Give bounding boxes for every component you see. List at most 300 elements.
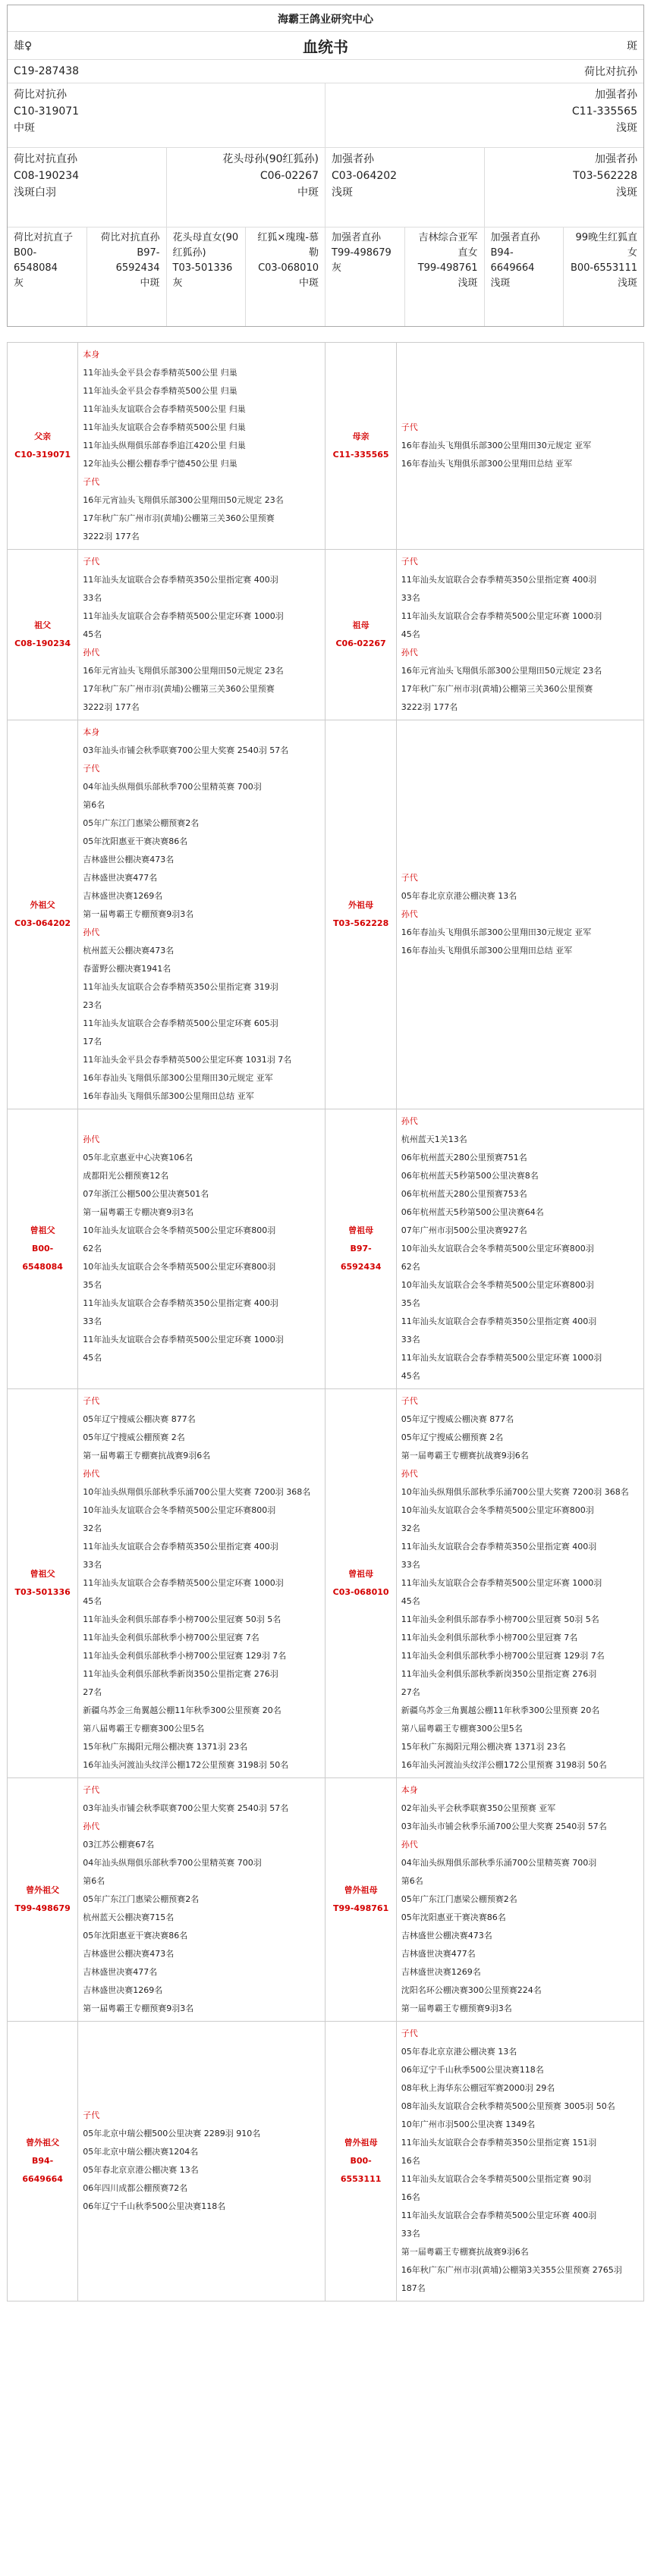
subject-strain: 荷比对抗孙 <box>584 66 637 78</box>
record-line: 3222羽 177名 <box>401 702 458 712</box>
record-line: 吉林盛世决赛477名 <box>83 1967 158 1977</box>
record-line: 06年辽宁千山秋季500公里决赛118名 <box>401 2065 544 2075</box>
ancestor-role: 祖父 <box>34 620 52 630</box>
ancestor-role: 母亲 <box>352 431 370 441</box>
record-line: 16年春汕头飞翔俱乐部300公里翔田30元规定 亚军 <box>401 927 592 937</box>
record-line: 第一届粤霸王专棚预赛9羽3名 <box>83 909 194 919</box>
gen3-strain: 红狐×瑰瑰-慕勒 <box>257 232 319 259</box>
record-line: 吉林盛世决赛477名 <box>401 1949 476 1959</box>
ancestor-id <box>326 1109 396 1389</box>
sire-color: 中斑 <box>14 122 35 134</box>
record-line: 11年汕头金平县会春季精英500公里定环赛 1031羽 7名 <box>83 1055 292 1065</box>
record-line: 05年辽宁搜威公棚决赛 877名 <box>83 1414 196 1424</box>
ancestor-id <box>8 1389 78 1778</box>
record-line: 10年汕头友谊联合会冬季精英500公里定环赛800羽 <box>83 1225 276 1235</box>
record-line: 吉林盛世公棚决赛473名 <box>401 1931 492 1941</box>
gen3-ring: T03-501336 <box>172 262 233 274</box>
record-line: 11年汕头金利俱乐部秋季小榜700公里冠赛 7名 <box>401 1633 578 1643</box>
record-line: 杭州蓝天公棚决赛715名 <box>83 1912 175 1922</box>
gen2-color: 中斑 <box>297 187 319 199</box>
record-line: 23名 <box>83 1000 102 1010</box>
ancestor-id <box>326 343 396 550</box>
record-section-heading: 本身 <box>83 727 100 737</box>
gen3-strain: 花头母直女(90红狐孙) <box>172 232 239 259</box>
dam-ring: C11-335565 <box>571 105 637 118</box>
gen3-strain: 荷比对抗直孙 <box>100 232 160 243</box>
record-line: 11年汕头金平县会春季精英500公里 归巢 <box>83 386 237 396</box>
ancestor-record <box>78 2022 326 2301</box>
ancestor-row <box>8 343 644 550</box>
record-line: 03江苏公棚赛67名 <box>83 1840 155 1850</box>
record-section-heading: 本身 <box>83 350 100 359</box>
ancestor-role: 外祖母 <box>348 900 374 910</box>
ancestor-record <box>396 1389 643 1778</box>
ancestor-ring: T03-501336 <box>14 1587 71 1597</box>
record-line: 吉林盛世决赛477名 <box>83 873 158 883</box>
gen3-card <box>405 227 485 326</box>
record-line: 第一届粤霸王专棚赛抗战赛9羽6名 <box>83 1451 211 1461</box>
record-line: 05年春北京京港公棚决赛 13名 <box>83 2165 199 2175</box>
record-line: 33名 <box>401 1560 420 1570</box>
record-line: 11年汕头友谊联合会冬季精英500公里指定赛 90羽 <box>401 2174 592 2184</box>
record-line: 33名 <box>401 1335 420 1344</box>
ancestor-record <box>78 343 326 550</box>
title-row <box>8 32 643 60</box>
record-line: 10年汕头友谊联合会冬季精英500公里定环赛800羽 <box>401 1505 594 1515</box>
record-line: 07年广州市羽500公里决赛927名 <box>401 1225 527 1235</box>
record-line: 吉林盛世决赛1269名 <box>83 891 163 901</box>
record-line: 11年汕头友谊联合会春季精英500公里定环赛 400羽 <box>401 2210 597 2220</box>
gen2-strain: 荷比对抗直孙 <box>14 153 77 165</box>
dam-strain: 加强者孙 <box>595 89 637 101</box>
record-line: 11年汕头友谊联合会春季精英500公里定环赛 605羽 <box>83 1018 278 1028</box>
record-line: 05年广东江门惠梁公棚预赛2名 <box>83 818 200 828</box>
record-line: 16名 <box>401 2192 420 2202</box>
record-line: 05年沈阳惠亚干赛决赛86名 <box>83 1931 188 1941</box>
gen3-color: 灰 <box>332 262 342 274</box>
gen3-ring: B94-6649664 <box>490 247 535 274</box>
record-line: 11年汕头友谊联合会春季精英500公里定环赛 1000羽 <box>401 1353 602 1363</box>
record-section-heading: 子代 <box>401 422 418 432</box>
record-line: 33名 <box>401 593 420 603</box>
record-line: 06年杭州蓝天280公里预赛751名 <box>401 1153 527 1162</box>
gen3-ring: B97-6592434 <box>115 247 160 274</box>
gen3-strain: 加强者直孙 <box>490 232 540 243</box>
record-section-heading: 孙代 <box>83 1469 100 1479</box>
record-line: 新疆乌苏金三角翼越公棚11年秋季300公里预赛 20名 <box>83 1705 281 1715</box>
record-line: 05年辽宁搜威公棚预赛 2名 <box>83 1432 185 1442</box>
ancestor-id <box>326 550 396 720</box>
record-line: 16年春汕头飞翔俱乐部300公里翔田总结 亚军 <box>401 946 573 955</box>
record-line: 33名 <box>83 593 102 603</box>
record-line: 杭州蓝天1关13名 <box>401 1134 467 1144</box>
record-line: 17名 <box>83 1037 102 1046</box>
ancestor-ring: T99-498761 <box>332 1903 389 1913</box>
ancestor-ring: C03-068010 <box>332 1587 389 1597</box>
record-section-heading: 子代 <box>83 557 100 566</box>
record-line: 08年秋上海华东公棚冠军赛2000羽 29名 <box>401 2083 555 2093</box>
record-line: 16年春汕头飞翔俱乐部300公里翔田30元规定 亚军 <box>83 1073 273 1083</box>
record-line: 成都阳光公棚预赛12名 <box>83 1171 169 1181</box>
ancestor-role: 曾外祖母 <box>344 1885 378 1895</box>
ancestor-role: 外祖父 <box>30 900 55 910</box>
record-line: 05年辽宁搜威公棚决赛 877名 <box>401 1414 514 1424</box>
record-line: 16年春汕头飞翔俱乐部300公里翔田30元规定 亚军 <box>401 441 592 450</box>
record-section-heading: 孙代 <box>83 1821 100 1831</box>
gen3-strain: 荷比对抗直子 <box>14 232 74 243</box>
record-line: 16年春汕头飞翔俱乐部300公里翔田总结 亚军 <box>83 1091 254 1101</box>
record-line: 第6名 <box>401 1876 423 1886</box>
gen3-ring: B00-6548084 <box>14 247 58 274</box>
record-line: 27名 <box>83 1687 102 1697</box>
record-line: 11年汕头金利俱乐部春季小榜700公里冠赛 50羽 5名 <box>401 1614 599 1624</box>
record-section-heading: 子代 <box>83 1785 100 1795</box>
record-line: 3222羽 177名 <box>83 532 140 541</box>
ancestor-id <box>326 2022 396 2301</box>
record-line: 45名 <box>401 1596 420 1606</box>
record-line: 第一届粤霸王专棚决赛9羽3名 <box>83 1207 194 1217</box>
record-line: 第一届粤霸王专棚预赛9羽3名 <box>83 2003 194 2013</box>
record-line: 3222羽 177名 <box>83 702 140 712</box>
record-line: 春蕾野公棚决赛1941名 <box>83 964 171 974</box>
record-section-heading: 子代 <box>401 873 418 883</box>
gen2-card <box>8 148 167 227</box>
record-line: 27名 <box>401 1687 420 1697</box>
gen3-card <box>326 227 405 326</box>
record-line: 11年汕头友谊联合会春季精英350公里指定赛 151羽 <box>401 2138 597 2148</box>
generation-3 <box>8 227 643 326</box>
record-line: 16年元宵汕头飞翔俱乐部300公里翔田50元规定 23名 <box>83 495 284 505</box>
gen3-color: 灰 <box>14 278 24 289</box>
record-line: 02年汕头平会秋季联赛350公里预赛 亚军 <box>401 1803 556 1813</box>
record-line: 吉林盛世决赛1269名 <box>401 1967 481 1977</box>
record-line: 62名 <box>83 1244 102 1253</box>
record-line: 16年元宵汕头飞翔俱乐部300公里翔田50元规定 23名 <box>83 666 284 676</box>
gen2-ring: C08-190234 <box>14 170 80 182</box>
record-line: 07年浙江公棚500公里决赛501名 <box>83 1189 209 1199</box>
gen3-color: 浅斑 <box>617 278 637 289</box>
gen2-strain: 加强者孙 <box>595 153 637 165</box>
record-line: 35名 <box>83 1280 102 1290</box>
gen3-ring: T99-498761 <box>417 262 478 274</box>
ancestor-row <box>8 1389 644 1778</box>
dam-card <box>326 83 643 147</box>
ancestor-role: 曾祖父 <box>30 1225 55 1235</box>
record-line: 吉林盛世公棚决赛473名 <box>83 1949 175 1959</box>
record-line: 04年汕头纵翔俱乐部秋季乐涌700公里精英赛 700羽 <box>401 1858 597 1868</box>
record-line: 11年汕头纵翔俱乐部春季追江420公里 归巢 <box>83 441 246 450</box>
color-label: 斑 <box>627 40 637 52</box>
record-line: 第一届粤霸王专棚预赛9羽3名 <box>401 2003 512 2013</box>
record-line: 15年秋广东揭阳元翔公棚决赛 1371羽 23名 <box>83 1742 248 1752</box>
record-section-heading: 子代 <box>401 2028 418 2038</box>
record-line: 第八届粤霸王专棚赛300公里5名 <box>401 1724 523 1734</box>
record-line: 11年汕头友谊联合会春季精英350公里指定赛 319羽 <box>83 982 278 992</box>
record-section-heading: 本身 <box>401 1785 418 1795</box>
ancestor-ring: T99-498679 <box>14 1903 71 1913</box>
sire-card <box>8 83 326 147</box>
record-line: 16年汕头河渡汕头纹洋公棚172公里预赛 3198羽 50名 <box>401 1760 607 1770</box>
ancestor-id <box>8 550 78 720</box>
record-line: 04年汕头纵翔俱乐部秋季700公里精英赛 700羽 <box>83 1858 262 1868</box>
record-line: 10年汕头友谊联合会冬季精英500公里定环赛800羽 <box>83 1505 276 1515</box>
record-line: 45名 <box>401 629 420 639</box>
subject-ring: C19-287438 <box>14 65 80 77</box>
record-line: 10年广州市羽500公里决赛 1349名 <box>401 2119 536 2129</box>
record-line: 杭州蓝天公棚决赛473名 <box>83 946 175 955</box>
record-line: 10年汕头友谊联合会冬季精英500公里定环赛800羽 <box>401 1280 594 1290</box>
record-line: 11年汕头友谊联合会春季精英350公里指定赛 400羽 <box>83 1298 278 1308</box>
ring-row <box>8 60 643 83</box>
ancestor-id <box>8 1778 78 2022</box>
ancestor-record <box>396 343 643 550</box>
record-line: 05年广东江门惠梁公棚预赛2名 <box>401 1894 517 1904</box>
record-line: 06年杭州蓝天280公里预赛753名 <box>401 1189 527 1199</box>
gen2-card <box>167 148 326 227</box>
gen3-strain: 加强者直孙 <box>332 232 382 243</box>
record-line: 11年汕头金利俱乐部春季小榜700公里冠赛 50羽 5名 <box>83 1614 281 1624</box>
record-section-heading: 孙代 <box>401 909 418 919</box>
record-line: 吉林盛世决赛1269名 <box>83 1985 163 1995</box>
record-section-heading: 孙代 <box>83 1134 100 1144</box>
ancestor-record <box>396 2022 643 2301</box>
record-line: 11年汕头金利俱乐部秋季新岗350公里指定赛 276羽 <box>83 1669 278 1679</box>
ancestor-ring: C10-319071 <box>14 450 71 460</box>
record-line: 第八届粤霸王专棚赛300公里5名 <box>83 1724 205 1734</box>
gen2-ring: C03-064202 <box>332 170 398 182</box>
gender-label: 雄♀ <box>14 40 33 52</box>
gen2-strain: 加强者孙 <box>332 153 374 165</box>
ancestor-role: 曾外祖母 <box>344 2138 378 2148</box>
record-line: 03年汕头市铺会秋季联赛700公里大奖赛 2540羽 57名 <box>83 745 289 755</box>
record-line: 05年春北京京港公棚决赛 13名 <box>401 891 517 901</box>
record-section-heading: 孙代 <box>83 648 100 657</box>
record-line: 05年北京惠亚中心决赛106名 <box>83 1153 193 1162</box>
record-line: 第一届粤霸王专棚赛抗战赛9羽6名 <box>401 1451 529 1461</box>
ancestor-row <box>8 1109 644 1389</box>
record-line: 06年辽宁千山秋季500公里决赛118名 <box>83 2201 226 2211</box>
record-line: 33名 <box>83 1560 102 1570</box>
record-line: 16年秋广东广州市羽(黄埔)公棚第3关355公里预赛 2765羽 <box>401 2265 622 2275</box>
ancestor-row <box>8 550 644 720</box>
record-line: 17年秋广东广州市羽(黄埔)公棚第三关360公里预赛 <box>83 513 275 523</box>
ancestor-record <box>78 1109 326 1389</box>
ancestor-role: 曾祖母 <box>348 1569 374 1579</box>
record-line: 16名 <box>401 2156 420 2166</box>
record-line: 11年汕头友谊联合会春季精英350公里指定赛 400羽 <box>83 575 278 585</box>
sire-ring: C10-319071 <box>14 105 80 118</box>
gen3-card <box>246 227 326 326</box>
pedigree-page <box>7 5 644 2301</box>
record-line: 32名 <box>401 1523 420 1533</box>
ancestor-record <box>78 550 326 720</box>
ancestor-id <box>8 343 78 550</box>
gen3-ring: B00-6553111 <box>570 262 637 274</box>
record-line: 16年元宵汕头飞翔俱乐部300公里翔田50元规定 23名 <box>401 666 602 676</box>
record-section-heading: 孙代 <box>401 1840 418 1850</box>
gen3-color: 浅斑 <box>458 278 478 289</box>
gen3-strain: 吉林综合亚军直女 <box>418 232 478 259</box>
record-line: 10年汕头友谊联合会冬季精英500公里定环赛800羽 <box>401 1244 594 1253</box>
record-line: 08年汕头友谊联合会秋季精英500公里预赛 3005羽 50名 <box>401 2101 615 2111</box>
ancestor-ring: B00-6553111 <box>340 2156 382 2184</box>
ancestor-ring: C06-02267 <box>335 639 386 648</box>
record-line: 62名 <box>401 1262 420 1272</box>
record-line: 16年汕头河渡汕头纹洋公棚172公里预赛 3198羽 50名 <box>83 1760 289 1770</box>
ancestor-row <box>8 1778 644 2022</box>
record-line: 第一届粤霸王专棚赛抗战赛9羽6名 <box>401 2247 529 2257</box>
gen2-ring: C06-02267 <box>259 170 319 182</box>
record-line: 第6名 <box>83 1876 105 1886</box>
ancestor-record <box>78 1778 326 2022</box>
record-line: 05年广东江门惠梁公棚预赛2名 <box>83 1894 200 1904</box>
gen2-color: 浅斑 <box>616 187 637 199</box>
record-line: 新疆乌苏金三角翼越公棚11年秋季300公里预赛 20名 <box>401 1705 600 1715</box>
record-section-heading: 子代 <box>401 1396 418 1406</box>
gen3-color: 中斑 <box>298 278 319 289</box>
record-section-heading: 孙代 <box>83 927 100 937</box>
record-line: 05年沈阳惠亚干赛决赛86名 <box>401 1912 506 1922</box>
ancestor-row <box>8 720 644 1109</box>
ancestor-role: 父亲 <box>34 431 52 441</box>
gen3-color: 浅斑 <box>490 278 511 289</box>
ancestor-record <box>78 1389 326 1778</box>
ancestor-ring: B94-6649664 <box>22 2156 63 2184</box>
record-line: 10年汕头纵翔俱乐部秋季乐涌700公里大奖赛 7200羽 368名 <box>401 1487 629 1497</box>
record-line: 11年汕头友谊联合会春季精英500公里定环赛 1000羽 <box>401 611 602 621</box>
record-line: 45名 <box>401 1371 420 1381</box>
record-section-heading: 孙代 <box>401 1116 418 1126</box>
record-line: 11年汕头友谊联合会春季精英350公里指定赛 400羽 <box>83 1542 278 1552</box>
record-line: 11年汕头友谊联合会春季精英500公里 归巢 <box>83 422 246 432</box>
record-section-heading: 子代 <box>401 557 418 566</box>
record-line: 05年辽宁搜威公棚预赛 2名 <box>401 1432 504 1442</box>
generation-2 <box>8 148 643 227</box>
record-section-heading: 孙代 <box>401 648 418 657</box>
record-line: 11年汕头友谊联合会春季精英500公里定环赛 1000羽 <box>401 1578 602 1588</box>
gen3-strain: 99晚生红狐直女 <box>575 232 637 259</box>
record-line: 17年秋广东广州市羽(黄埔)公棚第三关360公里预赛 <box>401 684 593 694</box>
record-line: 11年汕头友谊联合会春季精英500公里定环赛 1000羽 <box>83 1335 284 1344</box>
ancestor-ring: C08-190234 <box>14 639 71 648</box>
ancestor-row <box>8 2022 644 2301</box>
ancestor-id <box>326 1778 396 2022</box>
record-section-heading: 子代 <box>83 1396 100 1406</box>
ancestor-id <box>326 1389 396 1778</box>
ancestor-record <box>396 550 643 720</box>
record-line: 16年春汕头飞翔俱乐部300公里翔田总结 亚军 <box>401 459 573 469</box>
record-line: 11年汕头金利俱乐部秋季新岗350公里指定赛 276羽 <box>401 1669 597 1679</box>
ancestor-role: 曾祖父 <box>30 1569 55 1579</box>
record-line: 33名 <box>401 2229 420 2239</box>
gen2-color: 浅斑白羽 <box>14 187 56 199</box>
ancestor-ring: C11-335565 <box>332 450 389 460</box>
pedigree-header <box>7 5 644 327</box>
record-line: 12年汕头公棚公棚春季宁德450公里 归巢 <box>83 459 237 469</box>
ancestor-role: 曾外祖父 <box>26 1885 60 1895</box>
ancestor-record <box>396 1109 643 1389</box>
sire-strain: 荷比对抗孙 <box>14 89 67 101</box>
record-line: 11年汕头友谊联合会春季精英350公里指定赛 400羽 <box>401 1542 597 1552</box>
ancestor-record <box>396 1778 643 2022</box>
record-line: 10年汕头纵翔俱乐部秋季乐涌700公里大奖赛 7200羽 368名 <box>83 1487 311 1497</box>
gen3-ring: T99-498679 <box>332 247 392 259</box>
record-line: 11年汕头金利俱乐部秋季小榜700公里冠赛 7名 <box>83 1633 259 1643</box>
ancestor-record <box>78 720 326 1109</box>
generation-1 <box>8 83 643 148</box>
ancestor-id <box>8 720 78 1109</box>
record-line: 45名 <box>83 1353 102 1363</box>
ancestor-ring: B00-6548084 <box>22 1244 63 1272</box>
ancestor-role: 祖母 <box>352 620 370 630</box>
record-line: 35名 <box>401 1298 420 1308</box>
ancestor-role: 曾外祖父 <box>26 2138 60 2148</box>
record-line: 04年汕头纵翔俱乐部秋季700公里精英赛 700羽 <box>83 782 262 792</box>
gen3-card <box>167 227 247 326</box>
org-name: 海霸王鸽业研究中心 <box>8 5 643 32</box>
record-line: 11年汕头金平县会春季精英500公里 归巢 <box>83 368 237 378</box>
ancestor-id <box>8 2022 78 2301</box>
record-line: 45名 <box>83 1596 102 1606</box>
record-line: 06年杭州蓝天5秒第500公里决赛64名 <box>401 1207 544 1217</box>
record-section-heading: 孙代 <box>401 1469 418 1479</box>
record-line: 187名 <box>401 2283 426 2293</box>
record-line: 11年汕头金利俱乐部秋季小榜700公里冠赛 129羽 7名 <box>401 1651 605 1661</box>
record-line: 32名 <box>83 1523 102 1533</box>
doc-title: 血统书 <box>303 37 348 56</box>
record-line: 吉林盛世公棚决赛473名 <box>83 855 175 864</box>
gen3-card <box>87 227 167 326</box>
gen3-card <box>485 227 565 326</box>
ancestor-ring: C03-064202 <box>14 918 71 928</box>
record-section-heading: 子代 <box>83 477 100 487</box>
gen3-card <box>8 227 87 326</box>
record-line: 03年汕头市铺会秋季乐涌700公里大奖赛 2540羽 57名 <box>401 1821 607 1831</box>
record-line: 06年杭州蓝天5秒第500公里决赛8名 <box>401 1171 539 1181</box>
ancestor-record <box>396 720 643 1109</box>
ancestor-ring: B97-6592434 <box>340 1244 382 1272</box>
record-line: 33名 <box>83 1316 102 1326</box>
record-line: 03年汕头市铺会秋季联赛700公里大奖赛 2540羽 57名 <box>83 1803 289 1813</box>
gen2-color: 浅斑 <box>332 187 353 199</box>
ancestor-id <box>326 720 396 1109</box>
record-line: 17年秋广东广州市羽(黄埔)公棚第三关360公里预赛 <box>83 684 275 694</box>
dam-color: 浅斑 <box>616 122 637 134</box>
record-line: 第6名 <box>83 800 105 810</box>
record-line: 11年汕头友谊联合会春季精英500公里定环赛 1000羽 <box>83 611 284 621</box>
gen2-card <box>326 148 485 227</box>
gen2-ring: T03-562228 <box>573 170 637 182</box>
record-section-heading: 子代 <box>83 764 100 773</box>
record-line: 05年北京中瑞公棚决赛1204名 <box>83 2147 199 2157</box>
record-line: 11年汕头友谊联合会春季精英500公里 归巢 <box>83 404 246 414</box>
record-line: 11年汕头友谊联合会春季精英350公里指定赛 400羽 <box>401 575 597 585</box>
record-section-heading: 子代 <box>83 2110 100 2120</box>
record-line: 沈阳名环公棚决赛300公里预赛224名 <box>401 1985 542 1995</box>
record-line: 45名 <box>83 629 102 639</box>
gen3-ring: C03-068010 <box>258 262 319 274</box>
ancestor-role: 曾祖母 <box>348 1225 374 1235</box>
gen2-card <box>485 148 644 227</box>
record-line: 15年秋广东揭阳元翔公棚决赛 1371羽 23名 <box>401 1742 566 1752</box>
performance-rows <box>8 343 644 2301</box>
record-line: 11年汕头友谊联合会春季精英350公里指定赛 400羽 <box>401 1316 597 1326</box>
performance-table <box>7 342 644 2301</box>
record-line: 06年四川成都公棚预赛72名 <box>83 2183 188 2193</box>
record-line: 11年汕头金利俱乐部秋季小榜700公里冠赛 129羽 7名 <box>83 1651 287 1661</box>
gen2-strain: 花头母孙(90红狐孙) <box>222 153 319 165</box>
record-line: 10年汕头友谊联合会冬季精英500公里定环赛800羽 <box>83 1262 276 1272</box>
